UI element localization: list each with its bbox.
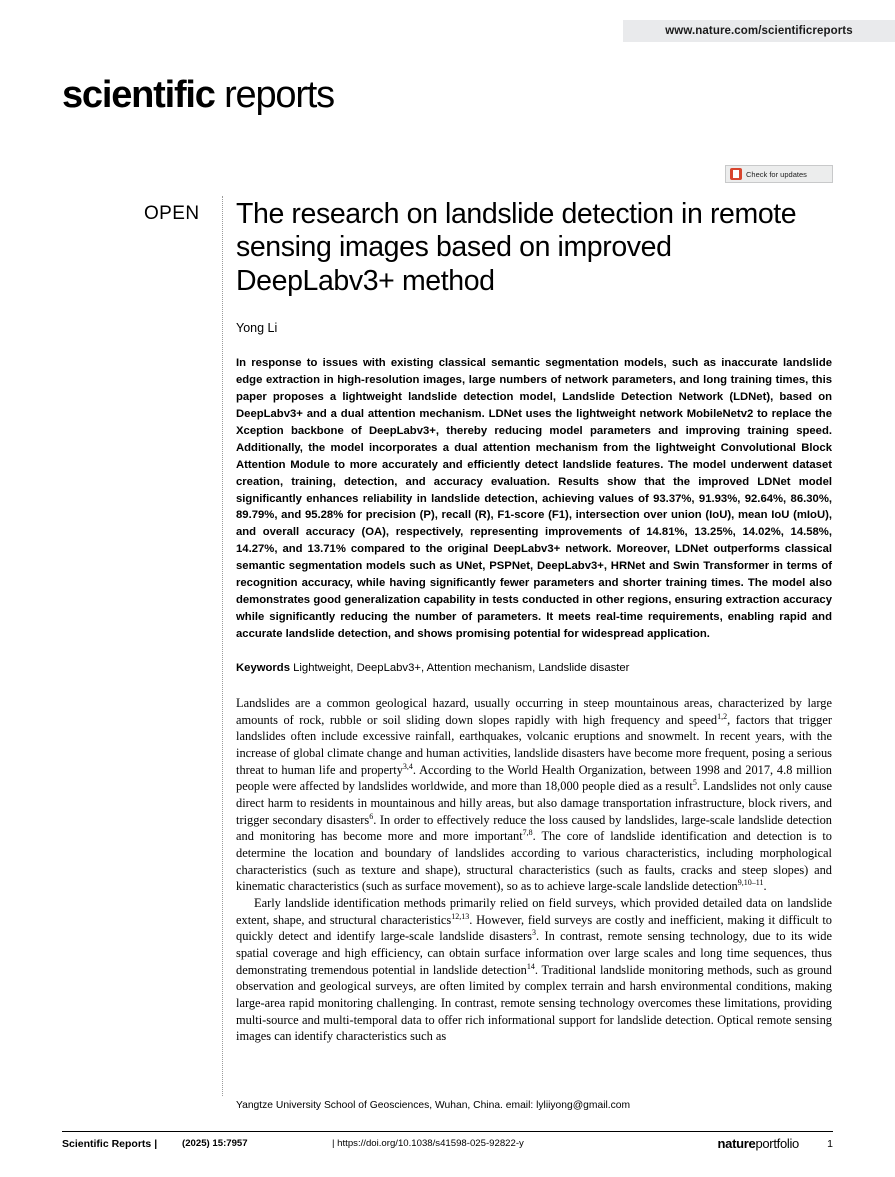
keywords-values: Lightweight, DeepLabv3+, Attention mechanism, Landslide disaster [293,661,630,674]
footer-page-number: 1 [827,1138,833,1150]
journal-masthead [62,74,334,117]
abstract-text: In response to issues with existing classical semantic segmentation models, such as inaccurate landslide edge extraction in high-resolution images, large numbers of network parameters, and long training times, this paper proposes a lightweight landslide detection model, Landslide Detection Network (LDNet), based on DeepLabv3+ and a dual attention mechanism. LDNet uses the lightweight network MobileNetv2 to replace the Xception backbone of DeepLabv3+, thereby reducing model parameters and improving training speed. Additionally, the model incorporates a dual attention mechanism from the lightweight Convolutional Block Attention Module to more accurately and efficiently detect landslide features. The model underwent dataset creation, training, detection, and accuracy evaluation. Results show that the improved LDNet model significantly enhances reliability in landslide detection, achieving values of 93.37%, 91.93%, 92.64%, 86.30%, 89.79%, and 95.28% for precision (P), recall (R), F1-score (F1), intersection over union (IoU), mean IoU (mIoU), and overall accuracy (OA), respectively, representing improvements of 14.81%, 13.25%, 14.02%, 14.58%, 14.27%, and 13.71% compared to the original DeepLabv3+ network. Moreover, LDNet outperforms classical semantic segmentation models such as UNet, PSPNet, DeepLabv3+, HRNet and Swin Transformer in terms of recognition accuracy, while having significantly fewer parameters and shorter training times. The model also demonstrates good generalization capability in tests conducted in other regions, ensuring extraction accuracy while significantly reducing the number of parameters. It meets real-time requirements, enabling rapid and accurate landslide detection, and shows promising potential for widespread application. [236,357,832,641]
footer-volume: (2025) 15:7957 [182,1138,248,1149]
crossmark-icon [730,168,742,180]
brand-nature: nature [717,1136,756,1151]
vertical-divider [222,196,224,1096]
footer-doi[interactable]: | https://doi.org/10.1038/s41598-025-92822-y [332,1138,524,1149]
open-access-label: OPEN [144,203,200,224]
nature-portfolio-logo [718,1136,800,1151]
affiliation-footnote: Yangtze University School of Geosciences, Wuhan, China. email: lyliiyong@gmail.com [236,1100,631,1111]
keywords-label: Keywords [236,661,290,674]
brand-portfolio: portfolio [755,1136,799,1151]
body-paragraph: Landslides are a common geological hazard, usually occurring in steep mountainous areas, characterized by large amounts of rock, rubble or soil sliding down slopes rapidly with high frequency and speed$^{1,2}$, factors that trigger landslides often include excessive rainfall, earthquakes, volcanic eruptions and snowmelt. In recent years, with the increase of global climate change and human activities, landslide disasters have become more frequent, posing a serious threat to human life and property$^{3,4}$. According to the World Health Organization, between 1998 and 2017, 4.8 million people were affected by landslides worldwide, and more than 18,000 people died as a result$^5$. Landslides not only cause direct harm to residents in mountainous and hilly areas, but also damage transportation infrastructure, block rivers, and trigger secondary disasters$^6$. In order to effectively reduce the loss caused by landslides, large-scale landslide detection and monitoring has become more and more important$^{7,8}$. The core of landslide identification and detection is to determine the location and boundary of landslides according to various characteristics, including morphological characteristics (such as texture and shape), structural characteristics (such as faults, cracks and steep slopes) and kinematic characteristics (such as surface movement), so as to achieve large-scale landslide detection$^{9,10-11}$. [236,695,833,894]
check-for-updates-label: Check for updates [746,169,807,179]
journal-url-bar [623,20,895,42]
keywords-line [236,662,832,674]
journal-url: www.nature.com/scientificreports [665,25,853,37]
page-footer [62,1138,833,1158]
masthead-reports: reports [214,74,334,116]
article-content [236,198,832,1045]
page-title: The research on landslide detection in remote sensing images based on improved DeepLabv3+ method [236,198,797,297]
footer-rule [62,1131,833,1132]
check-for-updates-badge[interactable] [725,165,833,183]
introduction-body [236,695,832,1045]
author-name: Yong Li [236,321,278,336]
masthead-scientific: scientific [62,74,215,116]
body-paragraph: Early landslide identification methods primarily relied on field surveys, which provided detailed data on landslide extent, shape, and structural characteristics$^{12,13}$. However, field surveys are costly and inefficient, making it difficult to quickly detect and identify large-scale landslide disasters$^3$. In contrast, remote sensing technology, due to its wide spatial coverage and high efficiency, can obtain surface information over large scales and long time sequences, thus demonstrating tremendous potential in landslide detection$^{14}$. Traditional landslide monitoring methods, such as ground observation and geological surveys, are often limited by complex terrain and harsh environmental conditions, making large-area rapid monitoring challenging. In contrast, remote sensing technology overcomes these limitations, providing multi-source and multi-temporal data to offer rich informational support for landslide detection. Optical remote sensing images can identify characteristics such as [236,896,832,1044]
footer-journal: Scientific Reports | [62,1138,158,1150]
